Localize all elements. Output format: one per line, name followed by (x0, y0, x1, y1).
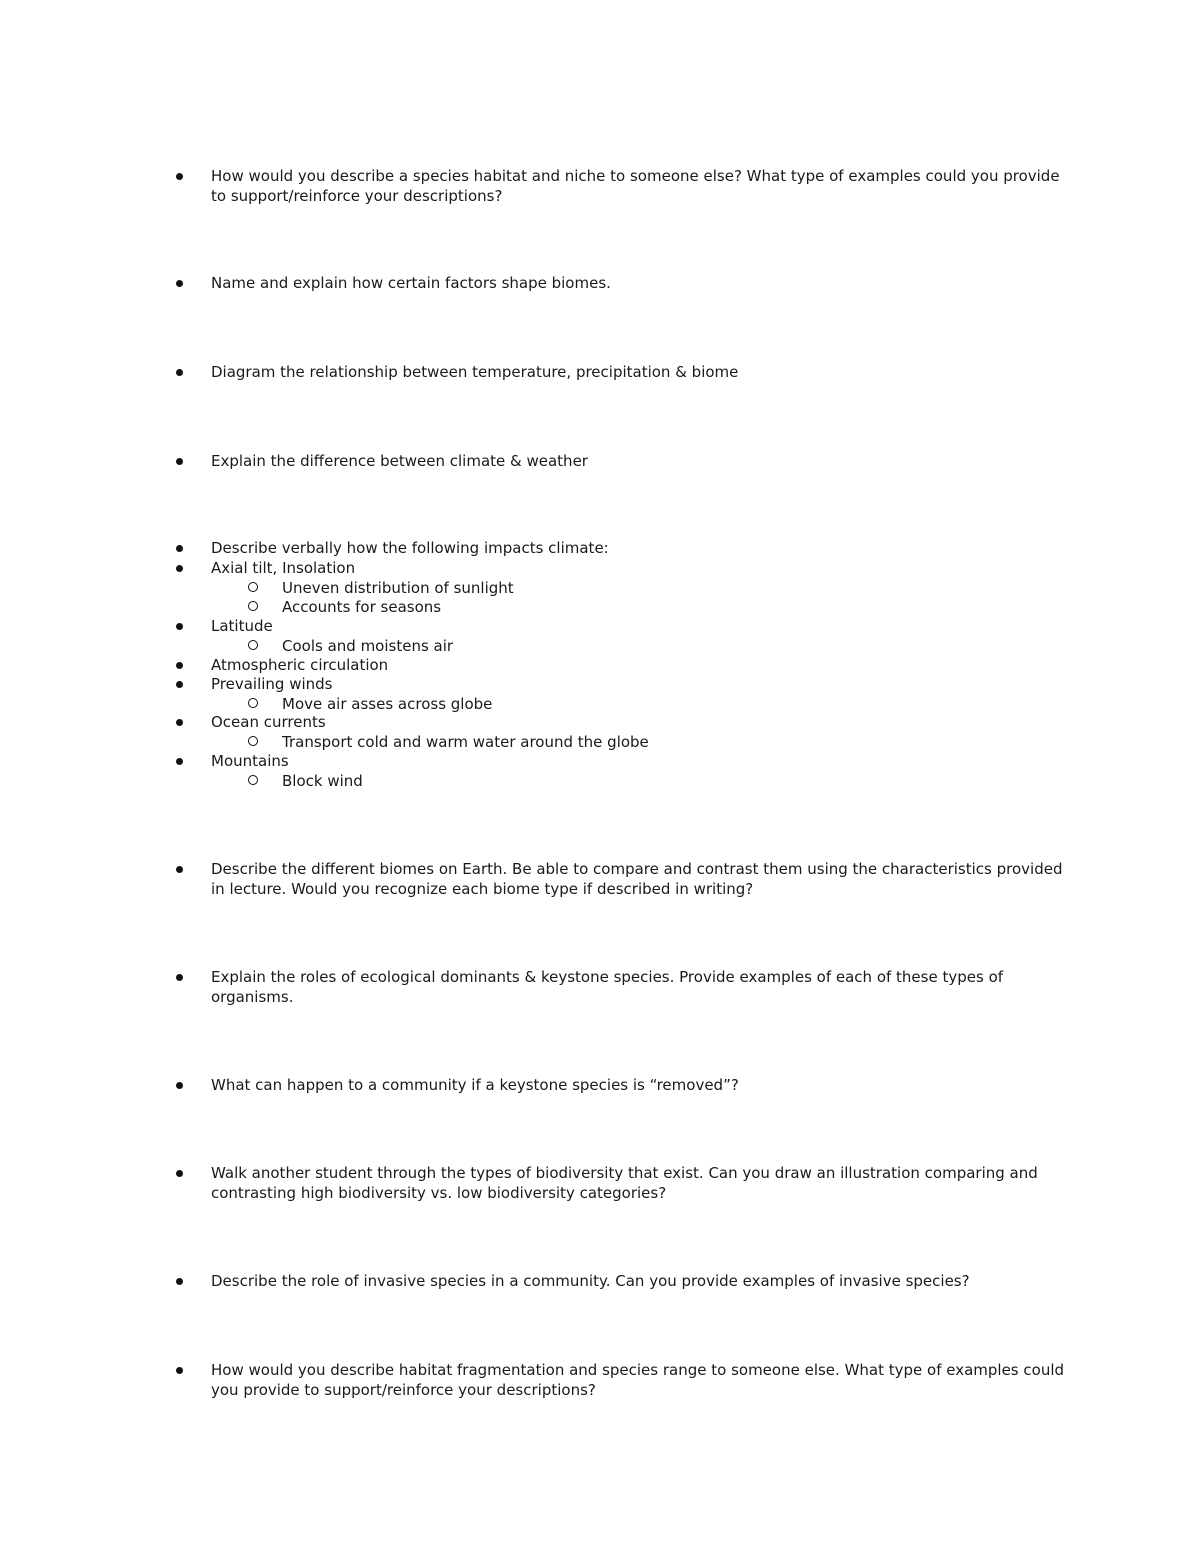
hollow-bullet-icon (248, 698, 258, 708)
question-text: Explain the difference between climate & weather (211, 452, 588, 470)
hollow-bullet-icon (248, 582, 258, 592)
bullet-icon (176, 758, 183, 765)
climate-factor-text: Axial tilt, Insolation (211, 559, 356, 577)
climate-subitem-text: Uneven distribution of sunlight (282, 579, 514, 597)
hollow-bullet-icon (248, 640, 258, 650)
climate-factor-text: Atmospheric circulation (211, 656, 389, 674)
bullet-icon (176, 458, 183, 465)
bullet-icon (176, 866, 183, 873)
hollow-bullet-icon (248, 601, 258, 611)
question-text: Explain the roles of ecological dominants & keystone species. Provide examples of each of these types of organisms. (211, 968, 1004, 1006)
climate-subitem-text: Block wind (282, 772, 363, 790)
bullet-icon (176, 280, 183, 287)
question-text: What can happen to a community if a keystone species is “removed”? (211, 1076, 739, 1094)
hollow-bullet-icon (248, 775, 258, 785)
question-text: Diagram the relationship between temperature, precipitation & biome (211, 363, 739, 381)
question-text: How would you describe a species habitat and niche to someone else? What type of examples could you provide to support/reinforce your descriptions? (211, 167, 1060, 205)
climate-subitem-text: Cools and moistens air (282, 637, 454, 655)
question-text: Describe the role of invasive species in a community. Can you provide examples of invasive species? (211, 1272, 970, 1290)
bullet-icon (176, 719, 183, 726)
bullet-icon (176, 662, 183, 669)
climate-factor-text: Ocean currents (211, 713, 326, 731)
climate-subitem-text: Move air asses across globe (282, 695, 493, 713)
bullet-icon (176, 545, 183, 552)
bullet-icon (176, 565, 183, 572)
bullet-icon (176, 1367, 183, 1374)
bullet-icon (176, 173, 183, 180)
question-text: Walk another student through the types of biodiversity that exist. Can you draw an illustration comparing and contrasting high biodiversity vs. low biodiversity categories? (211, 1164, 1038, 1202)
question-text: Name and explain how certain factors shape biomes. (211, 274, 611, 292)
bullet-icon (176, 623, 183, 630)
bullet-icon (176, 1170, 183, 1177)
climate-subitem-text: Transport cold and warm water around the globe (282, 733, 649, 751)
question-text: How would you describe habitat fragmentation and species range to someone else. What type of examples could you provide to support/reinforce your descriptions? (211, 1361, 1065, 1399)
climate-factor-text: Latitude (211, 617, 273, 635)
question-text: Describe verbally how the following impacts climate: (211, 539, 609, 557)
bullet-icon (176, 1278, 183, 1285)
hollow-bullet-icon (248, 736, 258, 746)
bullet-icon (176, 974, 183, 981)
bullet-icon (176, 1082, 183, 1089)
climate-factor-text: Mountains (211, 752, 289, 770)
climate-subitem-text: Accounts for seasons (282, 598, 442, 616)
climate-factor-text: Prevailing winds (211, 675, 333, 693)
question-text: Describe the different biomes on Earth. Be able to compare and contrast them using the characteristics provided in lecture. Would you recognize each biome type if described in writing? (211, 860, 1063, 898)
bullet-icon (176, 369, 183, 376)
bullet-icon (176, 681, 183, 688)
